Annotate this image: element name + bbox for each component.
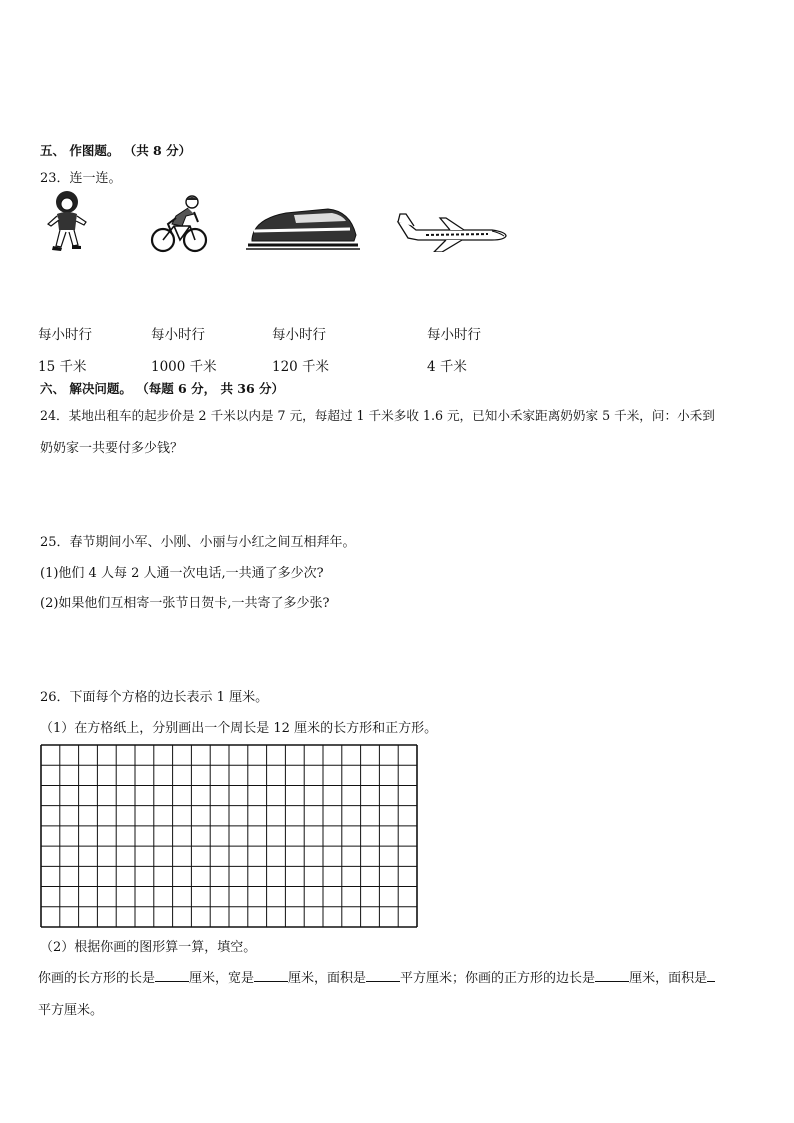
rect-length-blank[interactable] — [155, 969, 189, 982]
square-area-blank[interactable] — [707, 969, 715, 982]
question-24-line-2: 奶奶家一共要付多少钱？ — [40, 441, 184, 456]
speed-label-2: 每小时行 — [151, 327, 205, 343]
fill-text-3: 厘米，面积是 — [288, 971, 367, 986]
question-26-part-1: （1）在方格纸上，分别画出一个周长是 12 厘米的长方形和正方形。 — [40, 721, 438, 736]
fill-text-2: 厘米，宽是 — [189, 971, 255, 986]
fill-in-line-1 — [38, 967, 715, 986]
fill-in-line-2: 平方厘米。 — [38, 1003, 104, 1018]
speed-value-2: 1000 千米 — [151, 359, 217, 375]
fill-text-4: 平方厘米；你画的正方形的边长是 — [400, 971, 596, 986]
cyclist-icon — [150, 194, 210, 256]
question-23-title: 23．连一连。 — [40, 171, 122, 186]
speed-label-3: 每小时行 — [272, 327, 326, 343]
high-speed-train-icon — [246, 205, 360, 251]
speed-value-4: 4 千米 — [427, 359, 467, 375]
square-grid-paper[interactable] — [40, 744, 418, 928]
question-25-part-2: (2)如果他们互相寄一张节日贺卡,一共寄了多少张? — [40, 596, 330, 611]
fill-text-5: 厘米，面积是 — [629, 971, 708, 986]
fill-text-1: 你画的长方形的长是 — [38, 971, 156, 986]
section-six-heading: 六、 解决问题。 （每题 6 分， 共 36 分） — [40, 381, 285, 396]
speed-value-1: 15 千米 — [38, 359, 87, 375]
question-25-part-1: (1)他们 4 人每 2 人通一次电话,一共通了多少次? — [40, 566, 324, 581]
question-25-title: 25．春节期间小军、小刚、小丽与小红之间互相拜年。 — [40, 535, 356, 550]
question-24-line-1: 24．某地出租车的起步价是 2 千米以内是 7 元，每超过 1 千米多收 1.6 元，已知小禾家距离奶奶家 5 千米，问：小禾到 — [40, 408, 715, 423]
airplane-icon — [396, 212, 508, 252]
speed-label-4: 每小时行 — [427, 327, 481, 343]
speed-label-1: 每小时行 — [38, 327, 92, 343]
rect-area-blank[interactable] — [366, 969, 400, 982]
child-walking-icon — [44, 190, 90, 252]
question-26-part-2: （2）根据你画的图形算一算，填空。 — [40, 940, 257, 955]
rect-width-blank[interactable] — [254, 969, 288, 982]
question-26-title: 26．下面每个方格的边长表示 1 厘米。 — [40, 690, 269, 705]
speed-value-3: 120 千米 — [272, 359, 330, 375]
square-side-blank[interactable] — [595, 969, 629, 982]
section-five-heading: 五、 作图题。 （共 8 分） — [40, 143, 192, 158]
